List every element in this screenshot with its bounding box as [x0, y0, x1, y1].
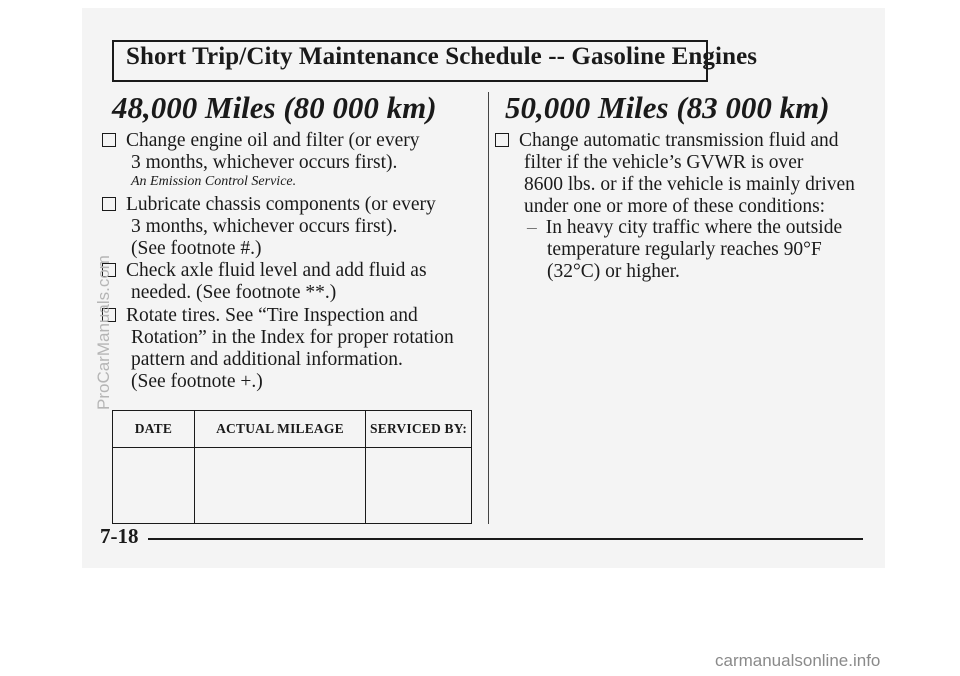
checklist-item-rotate-tires: Rotate tires. See “Tire Inspection and Rotation” in the Index for proper rotation pattern and additional information. (See footnote +.) [102, 305, 454, 393]
watermark-bottom: carmanualsonline.info [715, 651, 881, 670]
checkbox-icon[interactable] [102, 133, 116, 147]
date-entry-cell[interactable] [113, 448, 195, 524]
checklist-item-change-oil: Change engine oil and filter (or every 3 months, whichever occurs first). [102, 130, 419, 174]
left-mileage-heading: 48,000 Miles (80 000 km) [112, 90, 437, 125]
watermark-side: ProCarManuals.com [94, 255, 113, 410]
dash-bullet-icon: – [527, 217, 537, 238]
checklist-item-lubricate-chassis: Lubricate chassis components (or every 3 months, whichever occurs first). (See footnote #.) [102, 194, 436, 260]
checklist-item-transmission-fluid: Change automatic transmission fluid and filter if the vehicle’s GVWR is over 8600 lbs. or if the vehicle is mainly driven under one or more of these conditions: [495, 130, 855, 218]
service-log-table [112, 410, 472, 524]
checkbox-icon[interactable] [102, 197, 116, 211]
column-header-serviced-by: SERVICED BY: [366, 411, 472, 448]
serviced-by-entry-cell[interactable] [366, 448, 472, 524]
column-header-date: DATE [113, 411, 195, 448]
page-number: 7-18 [100, 524, 139, 548]
right-mileage-heading: 50,000 Miles (83 000 km) [505, 90, 830, 125]
column-header-actual-mileage: ACTUAL MILEAGE [194, 411, 365, 448]
checkbox-icon[interactable] [495, 133, 509, 147]
emission-control-note: An Emission Control Service. [131, 174, 297, 189]
mileage-entry-cell[interactable] [194, 448, 365, 524]
condition-city-traffic: – In heavy city traffic where the outside temperature regularly reaches 90°F (32°C) or higher. [527, 217, 843, 282]
checklist-item-axle-fluid: Check axle fluid level and add fluid as needed. (See footnote **.) [102, 260, 427, 304]
column-divider [488, 92, 489, 524]
footer-rule [148, 538, 863, 540]
page-title: Short Trip/City Maintenance Schedule -- Gasoline Engines [126, 43, 758, 70]
